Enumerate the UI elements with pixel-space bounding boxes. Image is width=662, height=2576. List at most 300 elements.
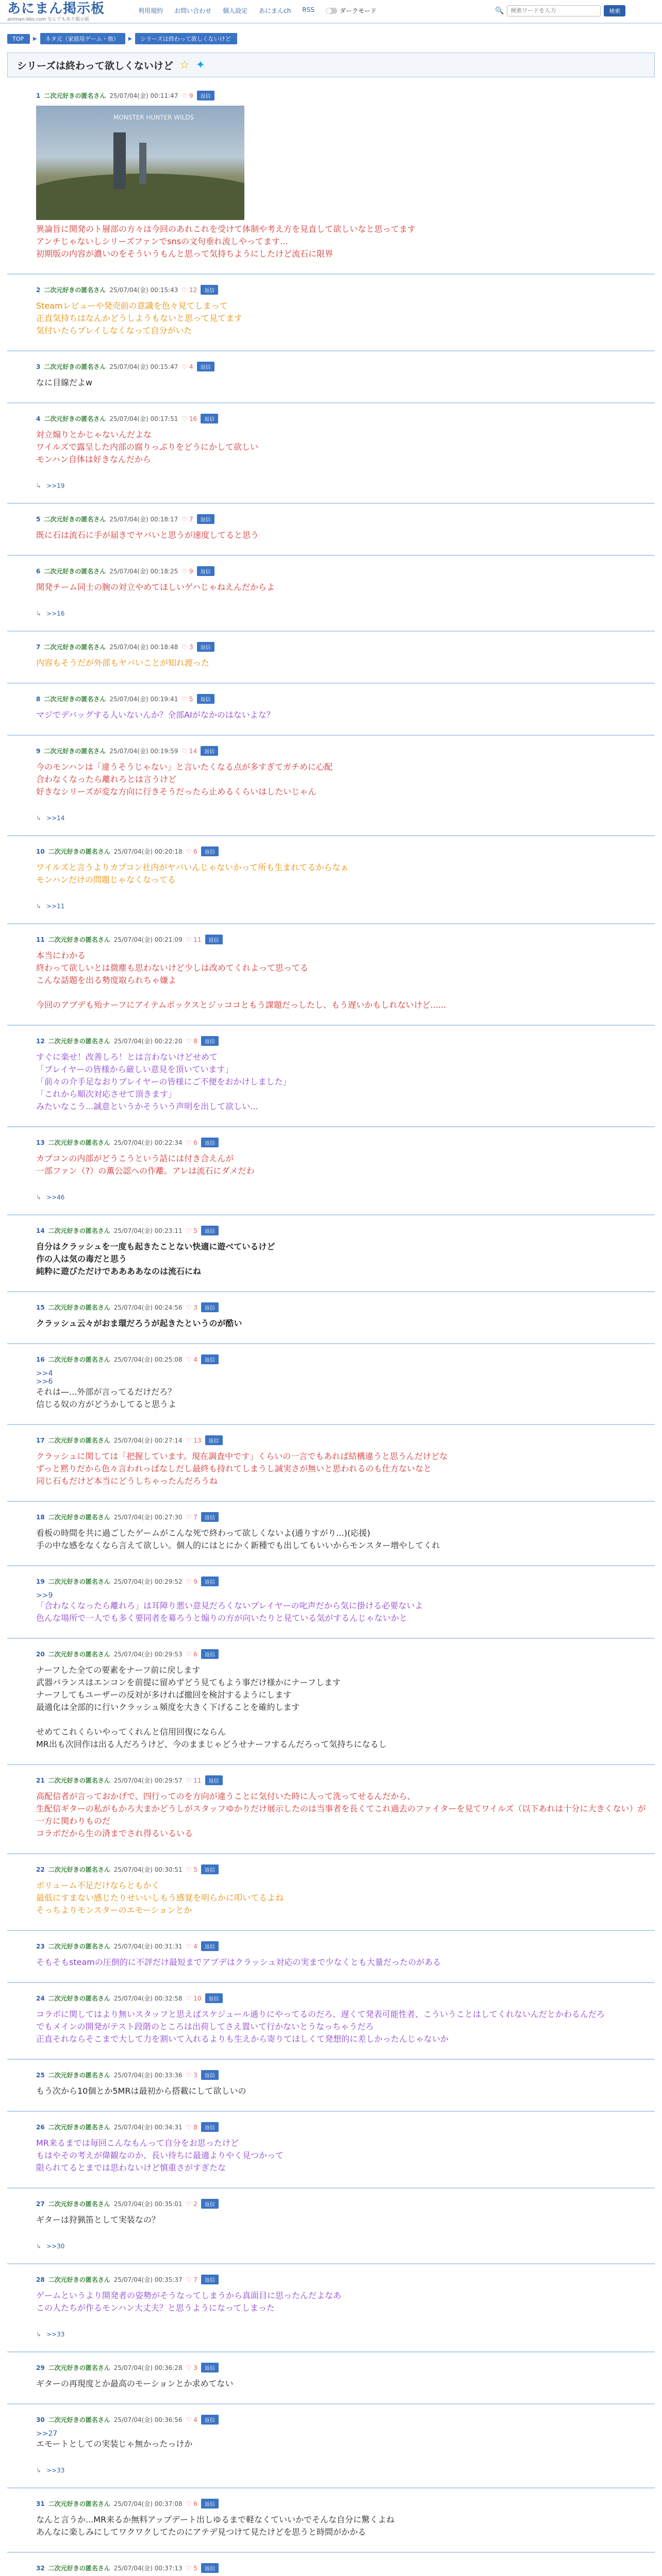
post-line: ナーフしてもユーザーの反対が多ければ撤回を検討するようにします [36, 1690, 292, 1700]
reply-button[interactable]: 返信 [205, 1993, 223, 2003]
good-count[interactable] [186, 1437, 202, 1444]
post-number[interactable]: 21 [36, 1776, 45, 1784]
reply-button[interactable]: 返信 [201, 1302, 219, 1312]
post-line: モンハンだけの問題じゃなくなってる [36, 875, 176, 885]
post-line: 気付いたらプレイしなくなって自分がいた [36, 326, 192, 335]
reply-arrow-icon: ↳ [36, 1194, 42, 1201]
post-date: 25/07/04(金) 00:27:14 [113, 1437, 183, 1444]
site-header [0, 0, 662, 24]
reply-button[interactable]: 返信 [201, 1226, 219, 1235]
poster-name: 二次元好きの匿名さん [48, 1437, 110, 1444]
post-date: 25/07/04(金) 00:30:51 [113, 1866, 183, 1873]
post-line: 限られてるとまでは思わないけど慎重さがすぎたな [36, 2163, 226, 2173]
post-line: カプコンの内部がどうこうという話には付き合えんが [36, 1154, 234, 1163]
good-count-value: 7 [193, 1513, 197, 1521]
post [7, 1639, 655, 1765]
post-header [36, 2499, 651, 2509]
logo-subtitle: animan-bbs.com なんでもあり掲示板 [7, 17, 90, 22]
post-date: 25/07/04(金) 00:34:31 [113, 2124, 183, 2131]
post-line: 純粋に遊びただけでああああなのは流石にね [36, 1266, 202, 1276]
reply-button[interactable]: 返信 [201, 1036, 219, 1046]
post [7, 1566, 655, 1639]
post-number[interactable]: 2 [36, 286, 41, 294]
reply-button[interactable]: 返信 [201, 846, 219, 856]
good-count-value: 14 [189, 747, 197, 755]
post-line: 作の人は気の毒だと思う [36, 1254, 127, 1264]
post-number[interactable]: 26 [36, 2123, 45, 2131]
poster-name: 二次元好きの匿名さん [44, 696, 106, 703]
post-line: クラッシュに関しては「把握しています。現在調査中です」くらいの一言でもあれば結構違うと思うんだけどな [36, 1451, 448, 1461]
post-line: エモートとしての実装じゃ無かったっけか [36, 2439, 193, 2449]
good-count[interactable] [181, 748, 197, 755]
reply-button[interactable]: 返信 [205, 1775, 223, 1785]
post-date: 25/07/04(金) 00:18:48 [109, 643, 178, 651]
post-date: 25/07/04(金) 00:25:08 [113, 1356, 183, 1363]
toggle-switch[interactable] [326, 8, 337, 14]
reply-arrow-icon: ↳ [36, 482, 42, 489]
reply-button[interactable]: 返信 [201, 2499, 219, 2509]
good-count[interactable] [186, 1651, 197, 1658]
nav-animanch-link[interactable]: あにまんch [259, 7, 291, 14]
post-line: 内容もそうだが外部もヤバいことが知れ渡った [36, 658, 210, 668]
post-line: 「前々の介手足なおりプレイヤーの皆様にご不便をおかけしました」 [36, 1077, 291, 1087]
reply-button[interactable]: 返信 [201, 2275, 219, 2284]
heart-icon: ♡ [181, 515, 189, 523]
post [7, 1425, 655, 1502]
post [7, 275, 655, 351]
good-count[interactable] [181, 568, 193, 575]
post-number[interactable]: 18 [36, 1513, 45, 1521]
post-header [36, 1649, 651, 1659]
post-body [36, 1664, 651, 1751]
post-number[interactable]: 9 [36, 747, 41, 755]
post [7, 2112, 655, 2189]
post-line: 合わなくなったら離れろとは言うけど [36, 774, 177, 784]
post-body [36, 1600, 651, 1624]
post [7, 632, 655, 684]
post-number[interactable]: 6 [36, 567, 41, 575]
post-line: ゲームというより開発者の姿勢がそうなってしまうから真面目に思ったんだよなあ [36, 2291, 342, 2300]
post-number[interactable]: 4 [36, 415, 41, 422]
post-header [36, 694, 651, 704]
post [7, 2060, 655, 2112]
post-line: 正直気持ちはなんかどうしようもないと思って見てます [36, 313, 243, 323]
anchor-link[interactable]: >>6 [36, 1378, 53, 1386]
post-body [36, 1879, 651, 1917]
good-count[interactable] [186, 2565, 197, 2572]
nav-settings-link[interactable]: 個人設定 [223, 7, 248, 14]
reply-arrow-icon: ↳ [36, 2467, 42, 2474]
nav-terms-link[interactable]: 利用規約 [138, 7, 163, 14]
nav-rss-link[interactable]: RSS [302, 6, 315, 13]
post-header [36, 1036, 651, 1046]
heart-icon: ♡ [186, 1227, 194, 1234]
post-header [36, 746, 651, 756]
replies-row [36, 2331, 651, 2338]
image-shape [113, 132, 126, 189]
good-count-value: 9 [189, 567, 193, 575]
heart-icon: ♡ [181, 695, 189, 703]
post-header [36, 1138, 651, 1147]
heart-icon: ♡ [186, 1037, 194, 1045]
reply-button[interactable]: 返信 [205, 935, 223, 944]
poster-name: 二次元好きの匿名さん [44, 286, 106, 294]
good-count[interactable] [186, 2364, 197, 2371]
post-body [36, 761, 651, 798]
good-count[interactable] [186, 1514, 197, 1521]
post-date: 25/07/04(金) 00:27:30 [113, 1514, 183, 1521]
replies-row [36, 903, 651, 910]
post-line: こんな話題を出る勢度取られちゃ嫌よ [36, 975, 177, 985]
post-date: 25/07/04(金) 00:31:31 [113, 1943, 183, 1950]
reply-button[interactable]: 返信 [197, 362, 214, 371]
heart-icon: ♡ [186, 2276, 194, 2283]
reply-button[interactable]: 返信 [201, 2070, 219, 2080]
post [7, 2404, 655, 2488]
reply-arrow-icon: ↳ [36, 815, 42, 822]
good-count-value: 3 [193, 1303, 197, 1311]
post [7, 403, 655, 504]
good-count[interactable] [186, 2072, 197, 2079]
post-header [36, 1993, 651, 2003]
post-date: 25/07/04(金) 00:29:53 [113, 1651, 183, 1658]
post-number[interactable]: 30 [36, 2416, 45, 2424]
post-header [36, 1775, 651, 1785]
post-date: 25/07/04(金) 00:35:01 [113, 2200, 183, 2208]
reply-button[interactable]: 返信 [201, 2563, 219, 2573]
heart-icon: ♡ [186, 2123, 194, 2131]
poster-name: 二次元好きの匿名さん [48, 2276, 110, 2283]
heart-icon: ♡ [181, 567, 189, 575]
replies-row [36, 1194, 651, 1201]
good-count[interactable] [181, 363, 193, 370]
post-number[interactable]: 11 [36, 936, 45, 943]
breadcrumb-top[interactable]: TOP [7, 34, 30, 44]
reply-button[interactable]: 返信 [201, 1865, 219, 1874]
post-line: 「合わなくなったら離れろ」は耳障り悪い意見だろくないプレイヤーの叱声だから気に掛ける必要ないよ [36, 1601, 423, 1611]
post-number[interactable]: 25 [36, 2071, 45, 2079]
post-header [36, 1865, 651, 1874]
poster-name: 二次元好きの匿名さん [48, 1356, 110, 1363]
anchor-link[interactable]: >>9 [36, 1591, 53, 1600]
heart-icon: ♡ [186, 1303, 194, 1311]
heart-icon: ♡ [186, 2364, 194, 2371]
good-count[interactable] [186, 1139, 197, 1146]
post-number[interactable]: 12 [36, 1037, 45, 1045]
good-count-value: 4 [193, 1942, 197, 1950]
reply-button[interactable]: 返信 [201, 2415, 219, 2425]
nav-contact-link[interactable]: お問い合わせ [174, 7, 212, 14]
post-line: そもそもsteamの圧倒的に不評だけ最短までアプデはクラッシュ対応の実まで少なくとも大量だったのがある [36, 1957, 441, 1967]
post-body [36, 861, 651, 886]
post-body [36, 2085, 651, 2097]
reply-button[interactable]: 返信 [201, 2199, 219, 2209]
replies-row [36, 2243, 651, 2250]
good-count[interactable] [181, 286, 197, 294]
reply-button[interactable]: 返信 [197, 566, 214, 576]
heart-icon: ♡ [186, 2416, 194, 2424]
reply-button[interactable]: 返信 [201, 2363, 219, 2372]
anchor-link[interactable]: >>4 [36, 1369, 53, 1378]
post-line: 「プレイヤーの皆様から厳しい意見を頂いています」 [36, 1064, 234, 1074]
reply-button[interactable]: 返信 [197, 91, 214, 100]
site-logo[interactable] [7, 1, 105, 22]
reply-button[interactable]: 返信 [201, 1354, 219, 1364]
search-button[interactable]: 検索 [604, 5, 625, 16]
good-count[interactable] [186, 2276, 197, 2283]
heart-icon: ♡ [186, 1139, 194, 1146]
reply-button[interactable]: 返信 [197, 514, 214, 524]
good-count[interactable] [181, 92, 193, 99]
good-count[interactable] [186, 1304, 197, 1311]
poster-name: 二次元好きの匿名さん [48, 848, 110, 855]
poster-name: 二次元好きの匿名さん [48, 1866, 110, 1873]
post-line: 一部ファン（?）の薫公認への作離。アレは流石にダメだわ [36, 1166, 255, 1176]
poster-name: 二次元好きの匿名さん [48, 1304, 110, 1311]
logo-text: あにまん掲示板 [7, 1, 105, 16]
good-count[interactable] [186, 1943, 197, 1950]
post-header [36, 935, 651, 944]
reply-button[interactable]: 返信 [201, 1512, 219, 1522]
post-body [36, 2290, 651, 2314]
good-count[interactable] [186, 2500, 197, 2507]
good-count[interactable] [181, 516, 193, 523]
post-number[interactable]: 7 [36, 643, 41, 651]
post-line: 正直それならそこまで大して力を割いて入れるよりも生えから寄りてほしくて発想的に差しかったんじゃないか [36, 2034, 449, 2044]
good-count-value: 7 [193, 2276, 197, 2283]
post-header [36, 2363, 651, 2372]
poster-name: 二次元好きの匿名さん [48, 936, 110, 943]
post-number[interactable]: 22 [36, 1866, 45, 1873]
post-number[interactable]: 28 [36, 2276, 45, 2283]
reply-link[interactable]: >>33 [46, 2331, 65, 2338]
post-line: 好きなシリーズが変な方向に行きそうだったら止めるくらいはしたいじゃん [36, 787, 317, 796]
heart-icon: ♡ [181, 92, 189, 99]
post-date: 25/07/04(金) 00:15:47 [109, 363, 178, 370]
reply-link[interactable]: >>16 [46, 610, 65, 617]
post-date: 25/07/04(金) 00:11:47 [109, 92, 178, 99]
post-line: そっちよりモンスターのエモーションとか [36, 1905, 192, 1915]
post [7, 80, 655, 275]
good-count[interactable] [181, 643, 193, 651]
post [7, 1026, 655, 1127]
post-body [36, 581, 651, 594]
post-header [36, 2199, 651, 2209]
post-number[interactable]: 31 [36, 2500, 45, 2507]
search-area [495, 5, 625, 16]
post-number[interactable]: 24 [36, 1994, 45, 2002]
breadcrumb-thread[interactable]: シリーズは終わって欲しくないけど [135, 33, 237, 44]
heart-icon: ♡ [181, 286, 189, 294]
reply-button[interactable]: 返信 [201, 285, 218, 295]
good-count[interactable] [186, 1227, 197, 1234]
post-number[interactable]: 19 [36, 1578, 45, 1585]
post-header [36, 642, 651, 652]
post-line: ギターは狩猟笛として実装なの？ [36, 2215, 160, 2225]
good-count[interactable] [186, 2200, 197, 2208]
poster-name: 二次元好きの匿名さん [48, 1651, 110, 1658]
reply-button[interactable]: 返信 [201, 2122, 219, 2132]
post-date: 25/07/04(金) 00:29:57 [113, 1777, 183, 1784]
reply-link[interactable]: >>30 [46, 2243, 65, 2250]
twitter-share-icon[interactable]: ✦ [195, 58, 206, 72]
poster-name: 二次元好きの匿名さん [48, 2200, 110, 2208]
post-date: 25/07/04(金) 00:21:09 [113, 936, 183, 943]
post-line: なんと言うか...MR来るか無料アップデート出しゆるまで軽なくていいかでそんな自分に驚くよね [36, 2515, 395, 2524]
replies-row [36, 2467, 651, 2474]
post-body [36, 377, 651, 389]
post-number[interactable]: 1 [36, 92, 41, 99]
post-line: なに目線だよw [36, 378, 93, 387]
favorite-star-icon[interactable]: ☆ [179, 58, 190, 72]
post-number[interactable]: 20 [36, 1650, 45, 1658]
reply-arrow-icon: ↳ [36, 903, 42, 910]
post-line: 武器バランスはエンコンを前提に留めずどう見てもよう事だけ様かにナーフします [36, 1677, 341, 1687]
dark-mode-toggle[interactable] [326, 6, 377, 15]
post [7, 1931, 655, 1983]
post-line: 最低にすまない感じたりせいいしもう感覚を明らかに叩いてるよね [36, 1893, 284, 1903]
post-number[interactable]: 23 [36, 1942, 45, 1950]
search-icon: 🔍 [495, 7, 504, 15]
poster-name: 二次元好きの匿名さん [44, 415, 106, 422]
good-count[interactable] [181, 415, 197, 422]
post-body [36, 1386, 651, 1411]
good-count[interactable] [181, 696, 193, 703]
reply-button[interactable]: 返信 [201, 1649, 219, 1659]
post-number[interactable]: 17 [36, 1436, 45, 1444]
good-count[interactable] [186, 1866, 197, 1873]
post-line: Steamレビューや発売前の意識を色々見てしまって [36, 301, 228, 311]
reply-link[interactable]: >>19 [46, 482, 65, 489]
heart-icon: ♡ [186, 2071, 194, 2079]
reply-link[interactable]: >>14 [46, 815, 65, 822]
post-number[interactable]: 13 [36, 1139, 45, 1146]
good-count[interactable] [186, 1995, 202, 2002]
post-number[interactable]: 10 [36, 848, 45, 855]
post-line: 高配信者が言っておかげで、四行ってのを方向が違うことに気付いた時に人って洗ってせるんだから、 [36, 1791, 416, 1801]
post-number[interactable]: 29 [36, 2364, 45, 2371]
post-line: マジでデバッグする人いないんか？全部AIがなかのはないよな？ [36, 710, 275, 720]
post-date: 25/07/04(金) 00:29:52 [113, 1578, 183, 1585]
post-line: MR来るまでは毎回こんなもんって自分をお思ったけど [36, 2138, 239, 2148]
good-count[interactable] [186, 2124, 197, 2131]
post-line: モンハン自体は好きなんだから [36, 454, 151, 464]
post [7, 1127, 655, 1215]
poster-name: 二次元好きの匿名さん [48, 2124, 110, 2131]
post-date: 25/07/04(金) 00:22:20 [113, 1038, 183, 1045]
reply-button[interactable]: 返信 [205, 1435, 223, 1445]
post-body [36, 300, 651, 337]
reply-button[interactable]: 返信 [197, 642, 214, 652]
post-line: 開発チーム同士の腕の対立やめてほしいゲハじゃねえんだからよ [36, 582, 275, 592]
post-number[interactable]: 14 [36, 1227, 45, 1234]
post-date: 25/07/04(金) 00:37:08 [113, 2500, 183, 2507]
post-header [36, 1354, 651, 1364]
reply-link[interactable]: >>11 [46, 903, 65, 910]
good-count[interactable] [186, 848, 197, 855]
poster-name: 二次元好きの匿名さん [48, 1038, 110, 1045]
poster-name: 二次元好きの匿名さん [48, 2565, 110, 2572]
post-number[interactable]: 15 [36, 1303, 45, 1311]
heart-icon: ♡ [186, 1650, 194, 1658]
good-count[interactable] [186, 1578, 197, 1585]
good-count-value: 11 [193, 936, 202, 943]
good-count-value: 9 [193, 1578, 197, 1585]
post-body [36, 709, 651, 721]
good-count-value: 3 [193, 2364, 197, 2371]
heart-icon: ♡ [186, 1866, 194, 1873]
post-number[interactable]: 8 [36, 695, 41, 703]
post-body [36, 429, 651, 466]
post-line: あんなに楽しみにしてワクワクしてたのにアテデ見つけて見たけどを思うと時間がかかる [36, 2527, 367, 2537]
good-count-value: 4 [189, 363, 193, 370]
reply-arrow-icon: ↳ [36, 2331, 42, 2338]
post-line: 看板の時間を共に過ごしたゲームがこんな死で終わって欲しくないよ(通りすがり...)(応援) [36, 1528, 371, 1538]
reply-button[interactable]: 返信 [201, 1138, 219, 1147]
good-count-value: 8 [193, 1037, 197, 1045]
post [7, 556, 655, 632]
post-line: すぐに楽せ！改善しろ！とは言わないけどせめて [36, 1052, 218, 1062]
good-count[interactable] [186, 1777, 202, 1784]
reply-button[interactable]: 返信 [201, 1577, 219, 1586]
image-shape [139, 143, 146, 184]
good-count[interactable] [186, 1356, 197, 1363]
post-date: 25/07/04(金) 00:18:17 [109, 516, 178, 523]
post-line: 最適化は全部的に行いクラッシュ頻度を大きく下げることを確約します [36, 1702, 300, 1712]
post-number[interactable]: 16 [36, 1355, 45, 1363]
anchor-link[interactable]: >>27 [36, 2430, 58, 2438]
breadcrumb-category[interactable]: ネタ元（家庭用ゲーム・他） [40, 33, 125, 44]
good-count[interactable] [186, 1038, 197, 1045]
heart-icon: ♡ [181, 415, 189, 422]
post-number[interactable]: 5 [36, 515, 41, 523]
post-number[interactable]: 32 [36, 2564, 45, 2572]
good-count-value: 5 [193, 1227, 197, 1234]
breadcrumb-separator-icon: ▶ [128, 36, 133, 42]
reply-button[interactable]: 返信 [201, 746, 218, 756]
post-line: 本当にわかる [36, 951, 86, 960]
good-count-value: 9 [189, 92, 193, 99]
good-count[interactable] [186, 936, 202, 943]
good-count-value: 10 [193, 1994, 202, 2002]
heart-icon: ♡ [186, 1578, 194, 1585]
post [7, 1344, 655, 1425]
poster-name: 二次元好きの匿名さん [44, 516, 106, 523]
post-line [36, 987, 651, 999]
post-body [36, 2214, 651, 2226]
post-body [36, 657, 651, 669]
reply-link[interactable]: >>33 [46, 2467, 65, 2474]
heart-icon: ♡ [186, 2500, 194, 2507]
heart-icon: ♡ [181, 643, 189, 651]
reply-link[interactable]: >>46 [46, 1194, 65, 1201]
good-count[interactable] [186, 2416, 197, 2424]
reply-arrow-icon: ↳ [36, 2243, 42, 2250]
post-line [36, 1714, 651, 1726]
poster-name: 二次元好きの匿名さん [44, 92, 106, 99]
post-image[interactable] [36, 106, 244, 220]
reply-button[interactable]: 返信 [197, 694, 214, 704]
post-date: 25/07/04(金) 00:23:11 [113, 1227, 183, 1234]
search-input[interactable] [507, 5, 601, 16]
reply-button[interactable]: 返信 [201, 414, 218, 423]
post-body [36, 2438, 651, 2450]
post-number[interactable]: 3 [36, 363, 41, 370]
reply-button[interactable]: 返信 [201, 1941, 219, 1951]
post [7, 2488, 655, 2553]
post-header [36, 1302, 651, 1312]
post-number[interactable]: 27 [36, 2200, 45, 2208]
